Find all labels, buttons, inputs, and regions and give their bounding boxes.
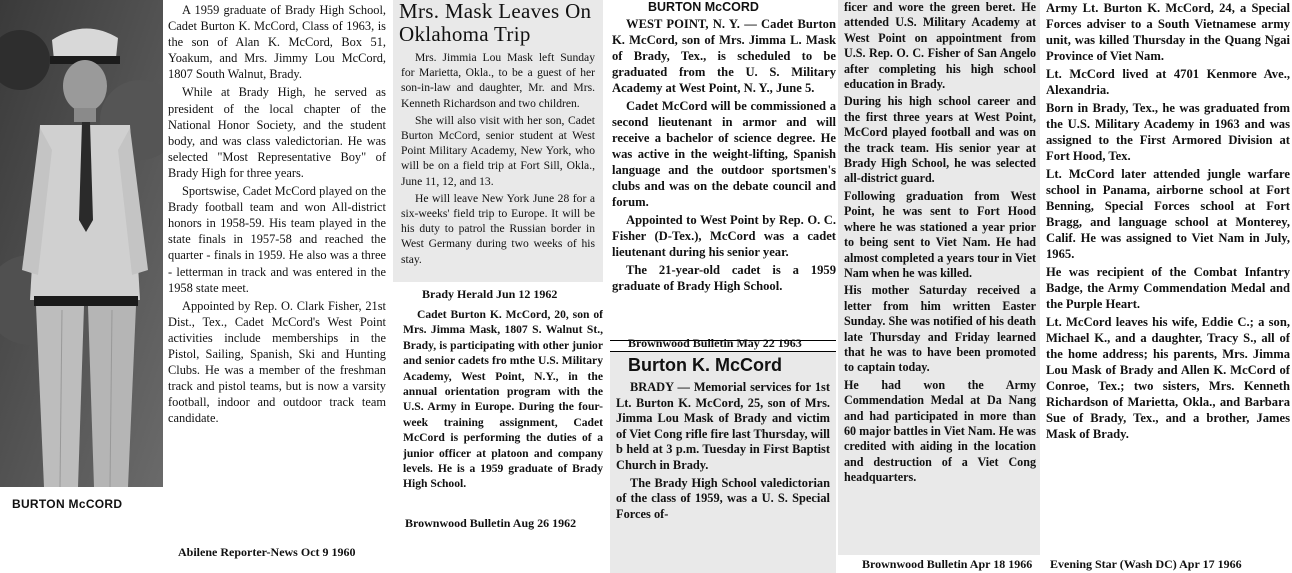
article-paragraph: He was recipient of the Combat Infantry Badge, the Army Commendation Medal and the Purple Heart.	[1046, 265, 1290, 311]
article-paragraph: Appointed by Rep. O. Clark Fisher, 21st Dist., Tex., Cadet McCord's West Point activities include memberships in the Pistol, Sailing, Spanish, Ski and Hunting Clubs. He was a member of the freshman track and pistol teams, but is now a varsity football, indoor and outdoor track team candidate.	[168, 298, 386, 426]
article-paragraph: Lt. McCord later attended jungle warfare school in Panama, airborne school at Fort Benning, Special Forces school at Fort Bragg, and language school at Monterey, Calif. He was assigned to Viet Nam in July, 1965.	[1046, 167, 1290, 261]
article-paragraph: She will also visit with her son, Cadet Burton McCord, senior student at West Point Military Academy, New York, who will be on a field trip at Fort Sill, Okla., June 11, 12, and 13.	[401, 113, 595, 188]
credit-abilene: Abilene Reporter-News Oct 9 1960	[178, 545, 356, 559]
credit-brownwood-1962: Brownwood Bulletin Aug 26 1962	[405, 516, 577, 530]
article-paragraph: Sportswise, Cadet McCord played on the Brady football team and won All-district honors in 1958-59. His team played in the state finals in 1957-58 and reached the quarter - finals in 1959. He also was a three - letterman in track and was entered in the 1958 state meet.	[168, 184, 386, 295]
article-paragraph: He had won the Army Commendation Medal at Da Nang and had participated in more than 60 major battles in Viet Nam. He was credited with aiding in the location and destruction of a Viet Cong headquarters.	[844, 377, 1036, 485]
cadet-photo	[0, 0, 163, 487]
article-paragraph: ficer and wore the green beret. He attended U.S. Military Academy at West Point on appointment from U.S. Rep. O. C. Fisher of San Angelo after completing his high school education in Brady.	[844, 0, 1036, 92]
article-paragraph: The 21-year-old cadet is a 1959 graduate of Brady High School.	[612, 263, 836, 293]
article-service-1966	[844, 0, 1036, 555]
article-1960	[168, 2, 386, 542]
credit-evening-star: Evening Star (Wash DC) Apr 17 1966	[1050, 557, 1242, 571]
article-paragraph: Born in Brady, Tex., he was graduated from the U.S. Military Academy in 1963 and was assigned to the First Armored Division at Fort Hood, Tex.	[1046, 101, 1290, 163]
article-paragraph: WEST POINT, N. Y. — Cadet Burton K. McCord, son of Mrs. Jimma L. Mask of Brady, Tex., is scheduled to be graduated from the U. S. Military Academy at West Point, N. Y., June 5.	[612, 17, 836, 95]
credit-brownwood-1963: Brownwood Bulletin May 22 1963	[628, 336, 802, 350]
article-paragraph: Lt. McCord lived at 4701 Kenmore Ave., Alexandria.	[1046, 67, 1290, 97]
label-burton-mccord-top: BURTON McCORD	[648, 0, 759, 14]
article-paragraph: Army Lt. Burton K. McCord, 24, a Special Forces adviser to a South Vietnamese army unit, was killed Thursday in the Quang Ngai Province of Viet Nam.	[1046, 1, 1290, 63]
article-graduation-1963	[612, 16, 836, 338]
article-europe-1962	[403, 307, 603, 513]
article-paragraph: A 1959 graduate of Brady High School, Cadet Burton K. McCord, Class of 1963, is the son of Alan K. McCord, Box 51, Yoakum, and Mrs. Jimmy Lou McCord, 1807 South Walnut, Brady.	[168, 3, 386, 82]
photo-caption: BURTON McCORD	[12, 497, 123, 511]
article-paragraph: Cadet McCord will be commissioned a second lieutenant in armor and will receive a bachelor of science degree. He was active in the weight-lifting, Spanish language and the outdoor sportsmen's clubs and was on the debate council and forum.	[612, 99, 836, 209]
article-paragraph: Following graduation from West Point, he was sent to Fort Hood where he was stationed a year prior to being sent to Viet Nam. He had almost completed a years tour in Viet Nam when he was killed.	[844, 188, 1036, 280]
headline-memorial: Burton K. McCord	[628, 355, 782, 375]
article-paragraph: BRADY — Memorial services for 1st Lt. Burton K. McCord, 25, son of Mrs. Jimma Lou Mask of Brady and victim of Viet Cong rifle fire last Thursday, will b held at 3 p.m. Tuesday in First Baptist Church in Brady.	[616, 380, 830, 472]
article-paragraph: While at Brady High, he served as president of the local chapter of the National Honor Society, and the student body, and was class valedictorian. He was selected "Most Representative Boy" of Brady High for three years.	[168, 85, 386, 180]
credit-brady-herald: Brady Herald Jun 12 1962	[422, 287, 558, 301]
article-evening-star	[1046, 0, 1290, 556]
article-paragraph: Appointed to West Point by Rep. O. C. Fisher (D-Tex.), McCord was a cadet lieutenant during his senior year.	[612, 213, 836, 259]
article-memorial-1966	[616, 380, 830, 573]
credit-brownwood-1966: Brownwood Bulletin Apr 18 1966	[862, 557, 1033, 571]
article-paragraph: During his high school career and the first three years at West Point, McCord played football and was on the track team. His senior year at Brady High School, he was selected all-district guard.	[844, 94, 1036, 186]
article-paragraph: Cadet Burton K. McCord, 20, son of Mrs. Jimma Mask, 1807 S. Walnut St., Brady, is participating with other junior and senior cadets fro mthe U.S. Military Academy, West Point, N.Y., in the annual orientation program with the U.S. Army in Europe. During the four-week training assignment, Cadet McCord is performing the duties of a junior officer at platoon and company levels. He is a 1959 graduate of Brady High School.	[403, 308, 603, 491]
cadet-portrait-image	[0, 0, 163, 487]
article-paragraph: Mrs. Jimmia Lou Mask left Sunday for Marietta, Okla., to be a guest of her son-in-law and daughter, Mr. and Mrs. Kenneth Richardson and two children.	[401, 51, 595, 110]
article-paragraph: The Brady High School valedictorian of the class of 1959, was a U. S. Special Forces of-	[616, 475, 830, 521]
article-paragraph: Lt. McCord leaves his wife, Eddie C.; a son, Michael K., and a daughter, Tracy S., all of the home address; his parents, Mrs. Jimma Lou Mask of Brady and Allen K. McCord of Conroe, Tex.; two sisters, Mrs. Kenneth Richardson of Marietta, Okla., and Barbara Sue of Brady, Tex., and a brother, James Mask of Brady.	[1046, 315, 1290, 441]
article-paragraph: He will leave New York June 28 for a six-weeks' field trip to Europe. It will be his duty to patrol the Russian border in West Germany during two weeks of his stay.	[401, 191, 595, 266]
article-paragraph: His mother Saturday received a letter from him written Easter Sunday. She was notified of his death late Thursday and Friday learned that he was to have been promoted to captain today.	[844, 283, 1036, 375]
article-mask-trip	[393, 0, 603, 282]
article-body	[393, 46, 603, 267]
headline-mask-trip: Mrs. Mask Leaves On Oklahoma Trip	[399, 0, 592, 46]
